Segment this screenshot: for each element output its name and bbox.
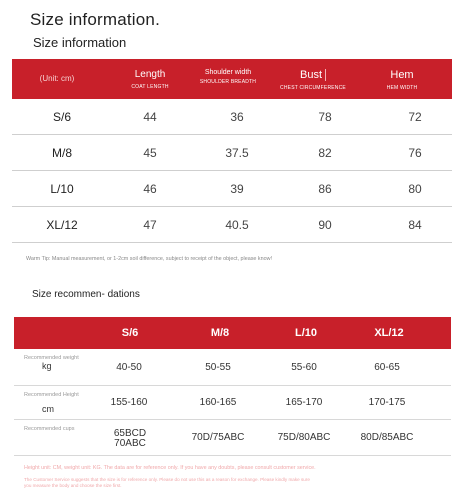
cell-value: 80D/85ABC <box>360 432 414 443</box>
row-label <box>24 355 94 371</box>
row-size: L/10 <box>50 182 74 196</box>
text-cursor-mark <box>325 69 326 81</box>
cell-value: 60-65 <box>374 362 400 373</box>
cell-hem: 84 <box>408 218 422 232</box>
column-bust-label: Bust <box>299 69 322 81</box>
cell-hem: 80 <box>408 182 422 196</box>
column-hem-sublabel: HEM WIDTH <box>386 85 418 91</box>
row-label <box>24 392 94 414</box>
section-title-recommendations: Size recommen- dations <box>32 289 140 300</box>
cell-bust: 82 <box>318 146 332 160</box>
cell-value: 55-60 <box>291 362 317 373</box>
table-row <box>12 171 452 207</box>
cell-hem: 76 <box>408 146 422 160</box>
row-label-text: Recommended Height <box>24 392 79 398</box>
cell-bust: 86 <box>318 182 332 196</box>
column-hem-label: Hem <box>390 69 414 81</box>
table-row <box>14 420 451 456</box>
cell-hem: 72 <box>408 110 422 124</box>
table-row <box>12 135 452 171</box>
size-table-header <box>12 59 452 99</box>
cell-shoulder: 40.5 <box>225 218 249 232</box>
cell-bust: 90 <box>318 218 332 232</box>
row-label-text: Recommended weight <box>24 355 79 361</box>
row-label-text: Recommended cups <box>24 426 75 432</box>
header-size-l: L/10 <box>294 327 317 339</box>
header-size-m: M/8 <box>210 327 230 339</box>
cell-shoulder: 39 <box>230 182 244 196</box>
header-size-s: S/6 <box>121 327 139 339</box>
table-row <box>12 99 452 135</box>
cell-value: 50-55 <box>205 362 231 373</box>
footer-note: Height unit: CM, weight unit: KG. The data are for reference only. If you have any doubts, please consult customer service. <box>24 465 316 471</box>
cell-shoulder: 37.5 <box>225 146 249 160</box>
header-size-xl: XL/12 <box>374 327 404 339</box>
cell-value: 70D/75ABC <box>191 432 245 443</box>
table-row <box>12 207 452 243</box>
row-size: XL/12 <box>46 218 78 232</box>
cell-length: 47 <box>143 218 157 232</box>
row-unit: kg <box>42 361 52 371</box>
row-label <box>24 426 94 432</box>
cell-length: 45 <box>143 146 157 160</box>
row-size: M/8 <box>51 146 72 160</box>
column-shoulder-label: Shoulder width <box>204 69 252 76</box>
row-size: S/6 <box>52 110 71 124</box>
cell-value: 160-165 <box>199 397 237 408</box>
column-length-label: Length <box>134 69 166 80</box>
recommendation-table-header <box>14 317 451 349</box>
row-unit: cm <box>42 404 54 414</box>
cell-value: 40-50 <box>116 362 142 373</box>
table-row <box>14 349 451 386</box>
page-title: Size information. <box>30 10 161 29</box>
cell-value: 165-170 <box>285 397 323 408</box>
cell-value: 170-175 <box>368 397 406 408</box>
unit-label: (Unit: cm) <box>39 74 75 83</box>
cell-length: 44 <box>143 110 157 124</box>
table-row <box>14 386 451 420</box>
column-hem <box>352 59 452 99</box>
section-title-size-information: Size information <box>33 35 127 50</box>
footer-small-note: The Customer Service suggests that the size is for reference only. Please do not use this as a reason for exchange. Please kindly make sure you measure the body and choose the size first. <box>24 477 310 488</box>
cell-value: 155-160 <box>110 397 148 408</box>
cell-bust: 78 <box>318 110 332 124</box>
column-bust-sublabel: CHEST CIRCUMFERENCE <box>280 85 346 92</box>
cell-value: 75D/80ABC <box>277 432 331 443</box>
column-length-sublabel: COAT LENGTH <box>131 84 169 90</box>
cell-shoulder: 36 <box>230 110 244 124</box>
warm-tip: Warm Tip: Manual measurement, or 1-2cm soil difference, subject to receipt of the object, please know! <box>26 256 272 262</box>
cell-value: 65BCD 70ABC <box>113 428 147 449</box>
cell-length: 46 <box>143 182 157 196</box>
column-shoulder-sublabel: SHOULDER BREADTH <box>199 79 257 85</box>
